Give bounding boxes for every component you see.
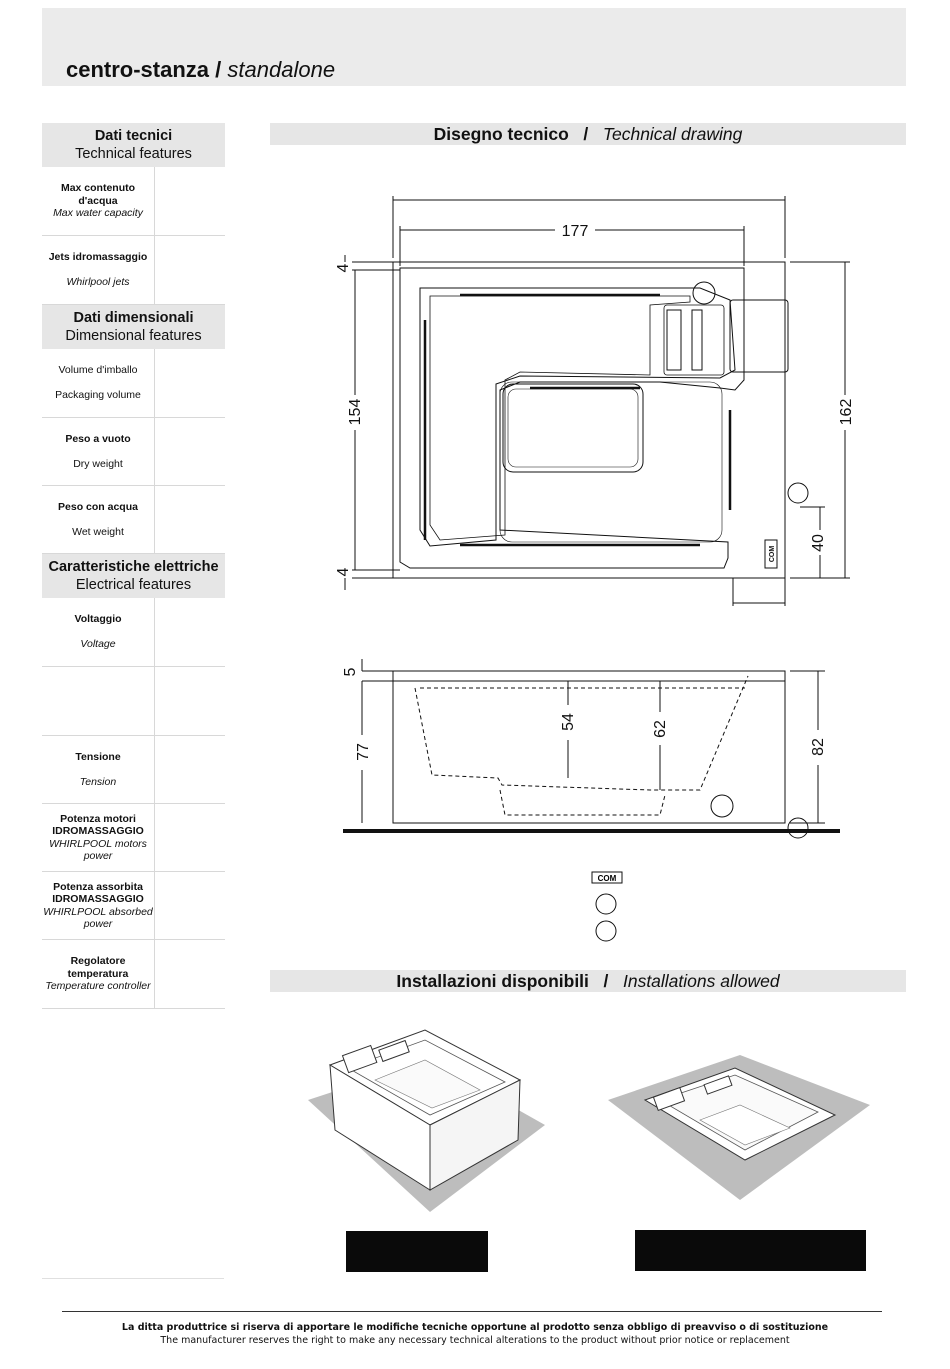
spec-row-tension: Tensione Tension bbox=[42, 736, 225, 804]
dim-4-top: 4 bbox=[335, 263, 352, 273]
com-label-rotated: COM bbox=[769, 545, 776, 563]
section-header-technical: Dati tecnici Technical features bbox=[42, 123, 225, 167]
installation-label-box bbox=[635, 1230, 866, 1271]
footer-rule bbox=[62, 1311, 882, 1312]
dim-82: 82 bbox=[810, 738, 827, 756]
dim-62: 62 bbox=[652, 720, 669, 738]
title-separator: / bbox=[215, 57, 222, 82]
title-bold: centro-stanza bbox=[66, 57, 210, 82]
legend-circle-icon bbox=[596, 921, 616, 941]
top-view bbox=[345, 196, 850, 606]
spec-row-dry-weight: Peso a vuoto Dry weight bbox=[42, 418, 225, 486]
section-header-electrical: Caratteristiche elettriche Electrical features bbox=[42, 554, 225, 598]
spec-row-water-capacity: Max contenuto d'acqua Max water capacity bbox=[42, 167, 225, 236]
legend-circle-icon bbox=[596, 894, 616, 914]
title-italic: standalone bbox=[227, 57, 336, 82]
installation-standalone bbox=[308, 1030, 545, 1212]
drain-circle-icon bbox=[788, 818, 808, 838]
spec-row-voltage: Voltaggio Voltage bbox=[42, 598, 225, 667]
spec-row-absorbed-power: Potenza assorbita IDROMASSAGGIO WHIRLPOOL absorbed power bbox=[42, 872, 225, 940]
section-header-dimensional: Dati dimensionali Dimensional features bbox=[42, 305, 225, 349]
spec-row-packaging: Volume d'imballo Packaging volume bbox=[42, 349, 225, 418]
spec-row-jets: Jets idromassaggio Whirlpool jets bbox=[42, 236, 225, 305]
footer-note-it: La ditta produttrice si riserva di apportare le modifiche tecniche opportune al prodotto senza obbligo di preavviso o di sostituzione bbox=[121, 1322, 829, 1333]
dim-40: 40 bbox=[810, 534, 827, 552]
drain-circle-icon bbox=[711, 795, 733, 817]
legend-com-label: COM bbox=[597, 874, 617, 883]
dim-77: 77 bbox=[355, 743, 372, 761]
installation-label-box bbox=[346, 1231, 488, 1272]
legend bbox=[592, 872, 622, 941]
side-view bbox=[343, 659, 840, 838]
technical-drawing-bar: Disegno tecnico / Technical drawing bbox=[270, 123, 906, 145]
dim-4-bottom: 4 bbox=[335, 567, 352, 577]
dim-5: 5 bbox=[342, 667, 359, 677]
installations-bar: Installazioni disponibili / Installations allowed bbox=[270, 970, 906, 992]
footer-note-en: The manufacturer reserves the right to make any necessary technical alterations to the product without prior notice or replacement bbox=[160, 1335, 790, 1346]
dim-54: 54 bbox=[560, 713, 577, 731]
dim-154: 154 bbox=[347, 398, 364, 426]
spec-row-motors-power: Potenza motori IDROMASSAGGIO WHIRLPOOL motors power bbox=[42, 804, 225, 872]
spec-row-temperature: Regolatore temperatura Temperature controller bbox=[42, 940, 225, 1009]
spec-row-wet-weight: Peso con acqua Wet weight bbox=[42, 486, 225, 554]
dim-177: 177 bbox=[561, 223, 589, 240]
installation-built-in bbox=[608, 1055, 870, 1200]
dim-162: 162 bbox=[838, 398, 855, 426]
drain-circle-icon bbox=[788, 483, 808, 503]
